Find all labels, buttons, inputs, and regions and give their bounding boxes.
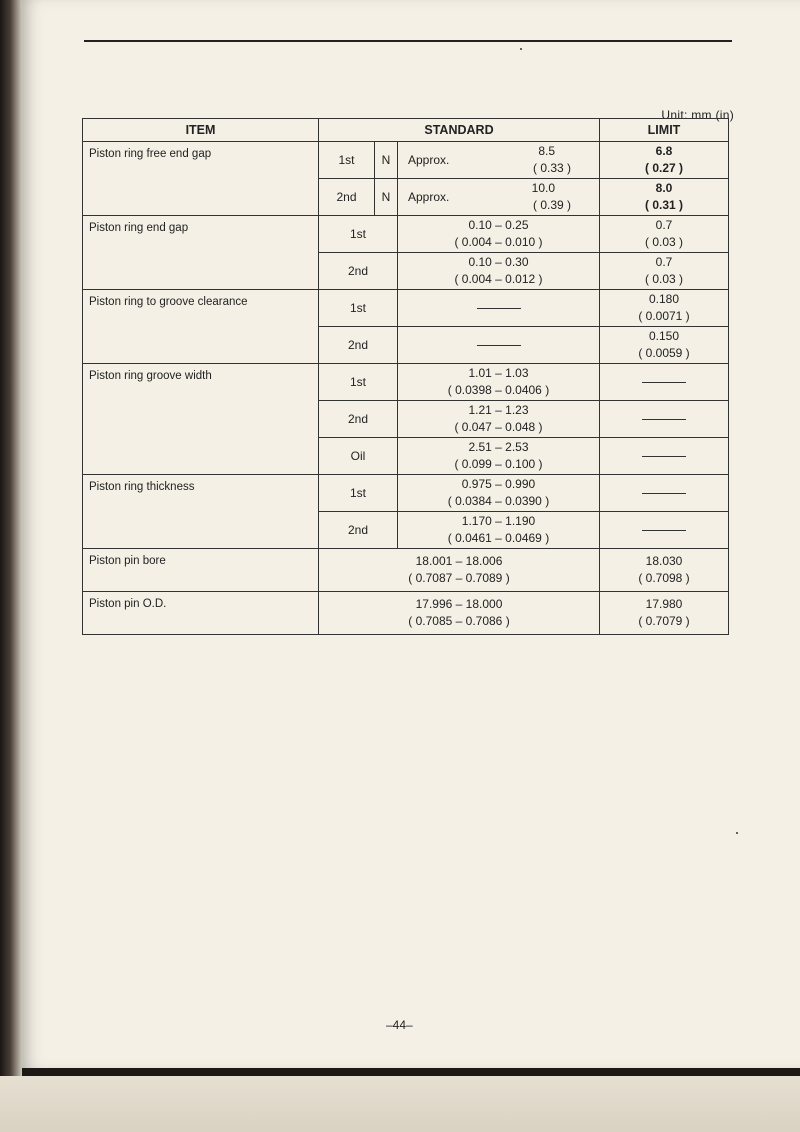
limit-mm: 8.0 <box>655 181 673 195</box>
item-groove-width: Piston ring groove width <box>83 364 319 475</box>
n-label: N <box>375 142 398 179</box>
limit-in: ( 0.0071 ) <box>638 309 690 323</box>
header-rule <box>84 40 732 42</box>
dash-line <box>477 345 521 346</box>
standard-value <box>398 179 600 216</box>
standard-value <box>398 512 600 549</box>
standard-value <box>398 438 600 475</box>
standard-value <box>398 401 600 438</box>
limit-value <box>600 142 729 179</box>
limit-value <box>600 549 729 592</box>
limit-value <box>600 290 729 327</box>
page-number: –44– <box>386 1018 413 1032</box>
standard-in: ( 0.004 – 0.012 ) <box>454 272 543 286</box>
item-free-end-gap: Piston ring free end gap <box>83 142 319 216</box>
standard-mm: 18.001 – 18.006 <box>415 554 503 568</box>
ring-label: 2nd <box>319 253 398 290</box>
dash-line <box>642 419 686 420</box>
standard-mm: 0.975 – 0.990 <box>461 477 536 491</box>
standard-mm: 0.10 – 0.30 <box>468 255 529 269</box>
standard-in: ( 0.099 – 0.100 ) <box>454 457 543 471</box>
limit-value <box>600 253 729 290</box>
header-limit: LIMIT <box>600 119 729 142</box>
limit-mm: 0.7 <box>655 218 673 232</box>
limit-empty <box>600 364 729 401</box>
standard-value <box>398 475 600 512</box>
unit-label: Unit: mm (in) <box>661 108 734 122</box>
piston-ring-spec-table <box>82 118 729 635</box>
standard-mm: 2.51 – 2.53 <box>468 440 529 454</box>
standard-mm: 1.01 – 1.03 <box>468 366 529 380</box>
ring-label: 1st <box>319 216 398 253</box>
limit-mm: 17.980 <box>645 597 683 611</box>
table-row <box>83 142 729 179</box>
standard-mm: 10.0 <box>531 181 555 195</box>
n-label: N <box>375 179 398 216</box>
limit-value <box>600 179 729 216</box>
limit-value <box>600 592 729 635</box>
dash-line <box>642 530 686 531</box>
standard-empty <box>398 290 600 327</box>
limit-in: ( 0.7079 ) <box>638 614 690 628</box>
standard-in: ( 0.33 ) <box>532 161 571 175</box>
standard-value <box>319 549 600 592</box>
ring-label: 2nd <box>319 401 398 438</box>
standard-mm: 0.10 – 0.25 <box>468 218 529 232</box>
ring-label: 2nd <box>319 327 398 364</box>
standard-value <box>398 216 600 253</box>
table-row <box>83 216 729 253</box>
ring-label: 1st <box>319 364 398 401</box>
standard-in: ( 0.047 – 0.048 ) <box>454 420 543 434</box>
limit-in: ( 0.0059 ) <box>638 346 690 360</box>
dash-line <box>642 456 686 457</box>
dash-line <box>642 382 686 383</box>
limit-empty <box>600 512 729 549</box>
print-speck <box>736 832 738 834</box>
limit-in: ( 0.03 ) <box>644 235 683 249</box>
limit-in: ( 0.31 ) <box>644 198 683 212</box>
limit-in: ( 0.7098 ) <box>638 571 690 585</box>
limit-mm: 0.180 <box>648 292 680 306</box>
standard-value <box>319 592 600 635</box>
item-groove-clearance: Piston ring to groove clearance <box>83 290 319 364</box>
dash-line <box>477 308 521 309</box>
item-thickness: Piston ring thickness <box>83 475 319 549</box>
limit-mm: 6.8 <box>655 144 673 158</box>
ring-label: 2nd <box>319 179 375 216</box>
limit-mm: 0.150 <box>648 329 680 343</box>
header-item: ITEM <box>83 119 319 142</box>
standard-in: ( 0.0398 – 0.0406 ) <box>447 383 550 397</box>
limit-empty <box>600 475 729 512</box>
print-speck <box>520 48 522 50</box>
item-pin-bore: Piston pin bore <box>83 549 319 592</box>
standard-mm: 1.21 – 1.23 <box>468 403 529 417</box>
standard-mm: 8.5 <box>538 144 555 158</box>
next-page-edge <box>0 1076 800 1132</box>
limit-in: ( 0.27 ) <box>644 161 683 175</box>
standard-value <box>398 364 600 401</box>
ring-label: 1st <box>319 142 375 179</box>
standard-in: ( 0.004 – 0.010 ) <box>454 235 543 249</box>
standard-in: ( 0.7085 – 0.7086 ) <box>408 614 510 628</box>
table-row <box>83 364 729 401</box>
standard-in: ( 0.0384 – 0.0390 ) <box>447 494 550 508</box>
table-header-row <box>83 119 729 142</box>
ring-label: Oil <box>319 438 398 475</box>
dash-line <box>642 493 686 494</box>
ring-label: 2nd <box>319 512 398 549</box>
standard-empty <box>398 327 600 364</box>
standard-mm: 1.170 – 1.190 <box>461 514 536 528</box>
limit-empty <box>600 401 729 438</box>
standard-in: ( 0.39 ) <box>532 198 571 212</box>
item-end-gap: Piston ring end gap <box>83 216 319 290</box>
standard-in: ( 0.7087 – 0.7089 ) <box>408 571 510 585</box>
approx-label: Approx. <box>408 153 450 167</box>
standard-value <box>398 142 600 179</box>
standard-value <box>398 253 600 290</box>
standard-in: ( 0.0461 – 0.0469 ) <box>447 531 550 545</box>
limit-in: ( 0.03 ) <box>644 272 683 286</box>
item-pin-od: Piston pin O.D. <box>83 592 319 635</box>
limit-value <box>600 216 729 253</box>
standard-mm: 17.996 – 18.000 <box>415 597 503 611</box>
ring-label: 1st <box>319 290 398 327</box>
limit-mm: 18.030 <box>645 554 683 568</box>
table-row <box>83 549 729 592</box>
approx-label: Approx. <box>408 190 450 204</box>
limit-mm: 0.7 <box>655 255 673 269</box>
limit-empty <box>600 438 729 475</box>
table-row <box>83 592 729 635</box>
table-row <box>83 290 729 327</box>
table-row <box>83 475 729 512</box>
limit-value <box>600 327 729 364</box>
ring-label: 1st <box>319 475 398 512</box>
header-standard: STANDARD <box>319 119 600 142</box>
